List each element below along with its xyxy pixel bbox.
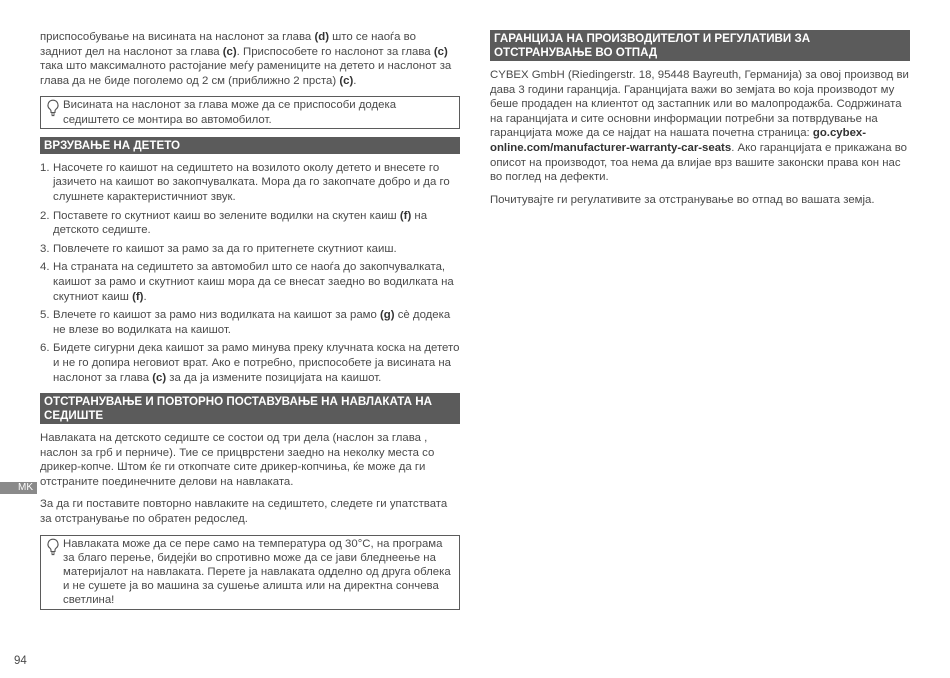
section-heading-harness: ВРЗУВАЊЕ НА ДЕТЕТО <box>40 137 460 154</box>
note-washing <box>40 535 460 610</box>
list-item: 5. Влечете го каишот за рамо низ водилката на каишот за рамо (g) сè додека не влезе во водилката на каишот. <box>40 309 451 336</box>
lightbulb-icon <box>46 99 60 117</box>
warranty-paragraph: CYBEX GmbH (Riedingerstr. 18, 95448 Bayreuth, Германија) за овој производ ви дава 3 години гаранција. Гаранцијата важи во земјата во која производот му беше продаден на клиентот од застапник или во малопродажба. Содржината на гаранцијата и сите основни информации потребни за потврдување на гаранцијата може да се најдат на нашата почетна страница: go.cybex-online.com/manufacturer-warranty-car-seats. Ако гаранцијата е прикажана во описот на производот, тоа нема да влијае врз вашите законски права кон нас во поглед на дефекти. <box>490 69 909 184</box>
intro-paragraph: приспособување на висината на наслонот за глава (d) што се наоѓа во задниот дел на наслонот за глава (c). Приспособете го наслонот за глава (c) така што максималното растојание меѓу рамениците на детето и наслонот за глава да не биде поголемо од 2 см (приближно 2 прста) (c). <box>40 31 452 87</box>
cover-paragraph-2: За да ги поставите повторно навлаките на седиштето, следете ги упатствата за отстранување по обратен редослед. <box>40 498 448 526</box>
language-tab: MK <box>0 482 37 494</box>
section-heading-cover: ОТСТРАНУВАЊЕ И ПОВТОРНО ПОСТАВУВАЊЕ НА НАВЛАКАТА НА СЕДИШТЕ <box>40 393 460 424</box>
left-column <box>40 30 460 618</box>
list-item: 3. Повлечете го каишот за рамо за да го притегнете скутниот каиш. <box>40 242 397 255</box>
list-item: 2. Поставете го скутниот каиш во зелените водилки на скутен каиш (f) на детското седиште. <box>40 209 428 237</box>
lightbulb-icon <box>46 538 60 556</box>
page-number: 94 <box>14 655 27 667</box>
section-heading-warranty: ГАРАНЦИЈА НА ПРОИЗВОДИТЕЛОТ И РЕГУЛАТИВИ ЗА ОТСТРАНУВАЊЕ ВО ОТПАД <box>490 30 910 61</box>
cover-paragraph-1: Навлаката на детското седиште се состои од три дела (наслон за глава , наслон за грб и перниче). Тие се прицврстени заедно на неколку места со дрикер-копче. Штом ќе ги откопчате сите дрикер-копчиња, ќе може да ги отстраните поединечните делови на навлаката. <box>40 432 435 488</box>
right-column <box>490 30 910 215</box>
warranty-link[interactable]: go.cybex-online.com/manufacturer-warranty-car-seats <box>490 127 867 154</box>
note-headrest <box>40 96 460 128</box>
note-headrest-text: Висината на наслонот за глава може да се приспособи додека седиштето се монтира во автомобилот. <box>63 99 397 126</box>
list-item: 6. Бидете сигурни дека каишот за рамо минува преку клучната коска на детето и не го допира неговиот врат. Ако е потребно, приспособете ја висината на наслонот за глава (c) за да ја измените позицијата на каишот. <box>40 342 460 384</box>
disposal-paragraph: Почитувајте ги регулативите за отстранување во отпад во вашата земја. <box>490 193 875 206</box>
list-item: 4. На страната на седиштето за автомобил што се наоѓа до закопчувалката, каишот за рамо и скутниот каиш мора да се внесат заедно во водилката на скутниот каиш (f). <box>40 261 454 303</box>
harness-steps-list <box>40 161 460 385</box>
note-washing-text: Навлаката може да се пере само на температура од 30°С, на програма за благо перење, бидејќи во спротивно може да се јави бледнеење на материјалот на навлаката. Перете ја навлаката одделно од друга облека и не сушете ја во машина за сушење алишта или на директна сончева светлина! <box>63 537 451 607</box>
list-item: 1. Насочете го каишот на седиштето на возилото околу детето и внесете го јазичето на каишот во закопчувалката. Мора да го закопчате добро и да го слушнете карактеристичниот звук. <box>40 161 450 203</box>
